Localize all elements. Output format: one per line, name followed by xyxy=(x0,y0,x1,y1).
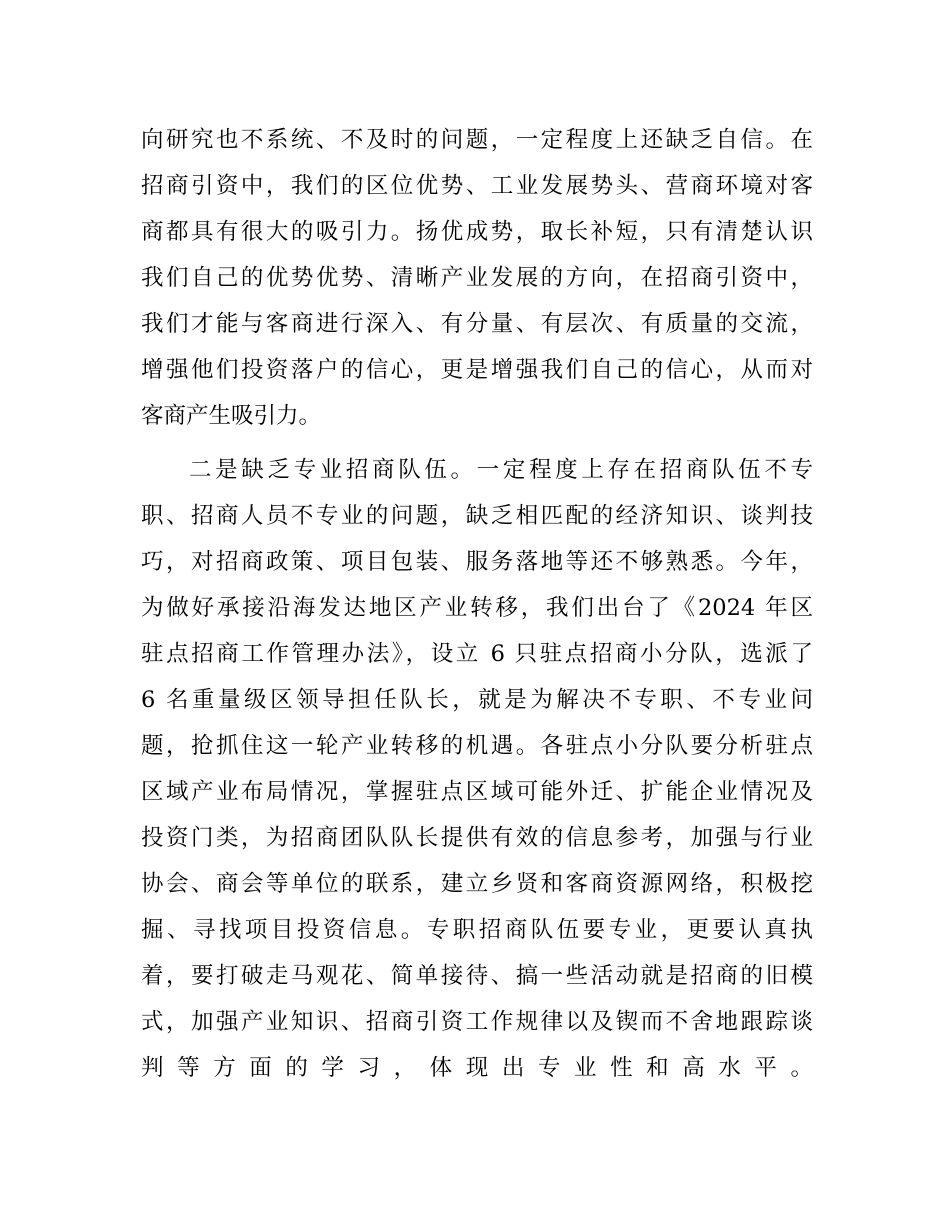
text-line: 我们自己的优势优势、清晰产业发展的方向，在招商引资中， xyxy=(141,265,813,291)
text-line: 招商引资中，我们的区位优势、工业发展势头、营商环境对客 xyxy=(141,173,813,199)
paragraph-1 xyxy=(141,117,813,439)
paragraph-2 xyxy=(141,447,813,1137)
paragraph-spacer xyxy=(141,439,813,447)
text-line: 为做好承接沿海发达地区产业转移，我们出台了《2024 年区 xyxy=(141,595,813,621)
text-line: 客商产生吸引力。 xyxy=(141,403,322,429)
text-line: 着，要打破走马观花、简单接待、搞一些活动就是招商的旧模 xyxy=(141,963,813,989)
text-line: 向研究也不系统、不及时的问题，一定程度上还缺乏自信。在 xyxy=(141,127,813,153)
text-line: 判等方面的学习，体现出专业性和高水平。 xyxy=(141,1055,813,1081)
text-line: 驻点招商工作管理办法》，设立 6 只驻点招商小分队，选派了 xyxy=(141,641,813,667)
text-line: 商都具有很大的吸引力。扬优成势，取长补短，只有清楚认识 xyxy=(141,219,813,245)
text-line: 增强他们投资落户的信心，更是增强我们自己的信心，从而对 xyxy=(141,357,813,383)
text-line: 区域产业布局情况，掌握驻点区域可能外迁、扩能企业情况及 xyxy=(141,779,813,805)
text-line: 掘、寻找项目投资信息。专职招商队伍要专业，更要认真执 xyxy=(141,917,813,943)
text-line: 二是缺乏专业招商队伍。一定程度上存在招商队伍不专 xyxy=(189,457,813,483)
text-line: 巧，对招商政策、项目包装、服务落地等还不够熟悉。今年， xyxy=(141,549,813,575)
text-line: 式，加强产业知识、招商引资工作规律以及锲而不舍地跟踪谈 xyxy=(141,1009,813,1035)
text-line: 职、招商人员不专业的问题，缺乏相匹配的经济知识、谈判技 xyxy=(141,503,813,529)
text-line: 题，抢抓住这一轮产业转移的机遇。各驻点小分队要分析驻点 xyxy=(141,733,813,759)
text-line xyxy=(141,1091,813,1137)
text-line: 6 名重量级区领导担任队长，就是为解决不专职、不专业问 xyxy=(141,687,813,713)
text-line: 我们才能与客商进行深入、有分量、有层次、有质量的交流， xyxy=(141,311,813,337)
document-body xyxy=(141,117,813,1137)
text-line: 协会、商会等单位的联系，建立乡贤和客商资源网络，积极挖 xyxy=(141,871,813,897)
text-line: 投资门类，为招商团队队长提供有效的信息参考，加强与行业 xyxy=(141,825,813,851)
